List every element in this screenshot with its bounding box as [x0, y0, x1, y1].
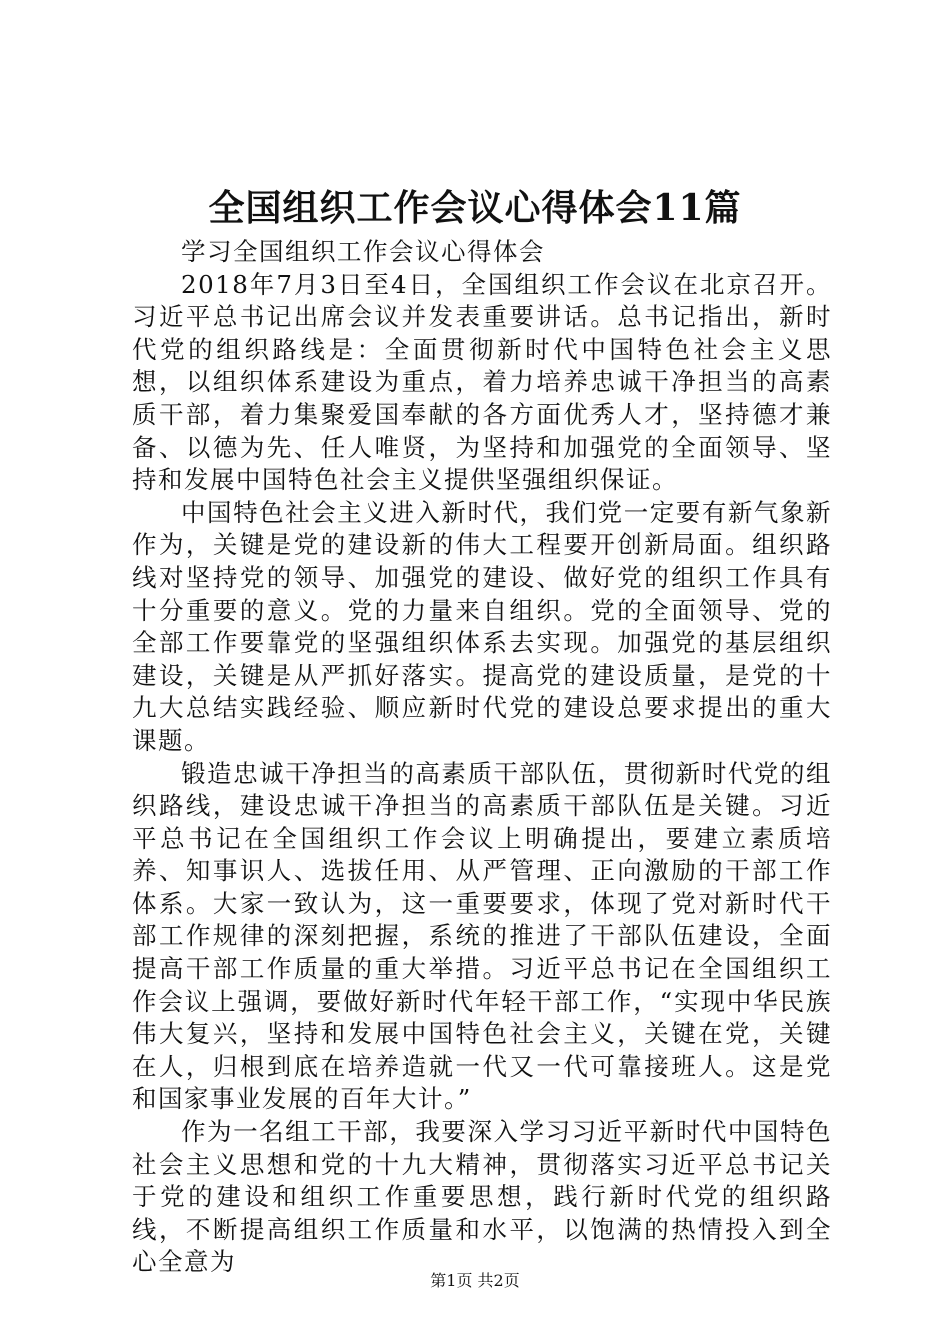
paragraph-subtitle: 学习全国组织工作会议心得体会	[181, 237, 545, 266]
paragraph: 作为一名组工干部，我要深入学习习近平新时代中国特色社会主义思想和党的十九大精神，贯彻落实习近平总书记关于党的建设和组织工作重要思想，践行新时代党的组织路线，不断提高组织工作质量和水平，以饱满的热情投入到全心全意为	[132, 1117, 832, 1277]
page-footer: 第1页 共2页	[430, 1271, 520, 1290]
paragraph: 锻造忠诚干净担当的高素质干部队伍，贯彻新时代党的组织路线，建设忠诚干净担当的高素质干部队伍是关键。习近平总书记在全国组织工作会议上明确提出，要建立素质培养、知事识人、选拔任用、从严管理、正向激励的干部工作体系。大家一致认为，这一重要要求，体现了党对新时代干部工作规律的深刻把握，系统的推进了干部队伍建设，全面提高干部工作质量的重大举措。习近平总书记在全国组织工作会议上强调，要做好新时代年轻干部工作，“实现中华民族伟大复兴，坚持和发展中国特色社会主义，关键在党，关键在人，归根到底在培养造就一代又一代可靠接班人。这是党和国家事业发展的百年大计。”	[132, 758, 832, 1114]
paragraph: 中国特色社会主义进入新时代，我们党一定要有新气象新作为，关键是党的建设新的伟大工程要开创新局面。组织路线对坚持党的领导、加强党的建设、做好党的组织工作具有十分重要的意义。党的力量来自组织。党的全面领导、党的全部工作要靠党的坚强组织体系去实现。加强党的基层组织建设，关键是从严抓好落实。提高党的建设质量，是党的十九大总结实践经验、顺应新时代党的建设总要求提出的重大课题。	[132, 497, 832, 755]
paragraph: 2018年7月3日至4日，全国组织工作会议在北京召开。习近平总书记出席会议并发表重要讲话。总书记指出，新时代党的组织路线是：全面贯彻新时代中国特色社会主义思想，以组织体系建设为重点，着力培养忠诚干净担当的高素质干部，着力集聚爱国奉献的各方面优秀人才，坚持德才兼备、以德为先、任人唯贤，为坚持和加强党的全面领导、坚持和发展中国特色社会主义提供坚强组织保证。	[132, 269, 832, 495]
document-body	[132, 236, 832, 1279]
document-title: 全国组织工作会议心得体会11篇	[208, 187, 742, 229]
